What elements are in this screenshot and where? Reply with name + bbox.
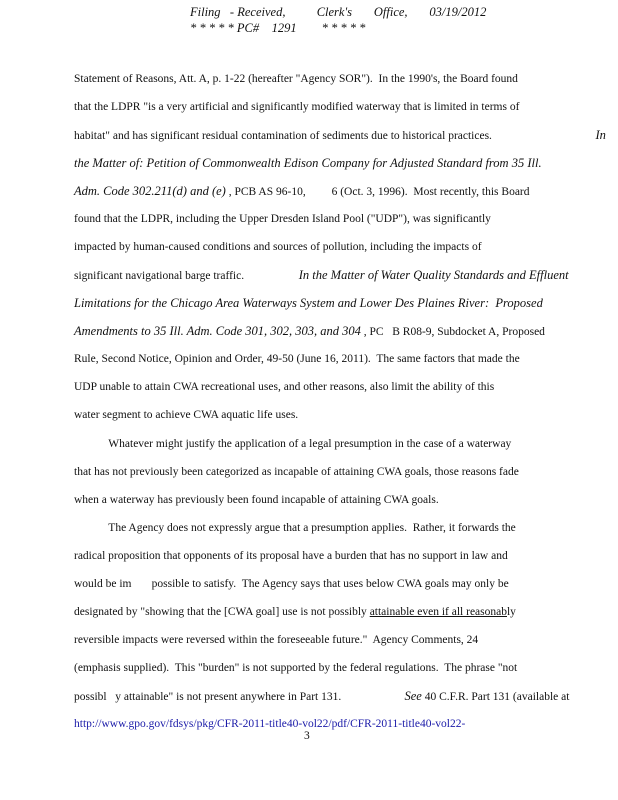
body-line: [74, 71, 518, 87]
body-line: [74, 548, 508, 564]
text-run: would be im possible to satisfy. The Agency says that uses below CWA goals may only be: [74, 578, 509, 590]
text-run: impacted by human-caused conditions and sources of pollution, including the impacts of: [74, 241, 482, 253]
text-run: UDP unable to attain CWA recreational uses, and other reasons, also limit the ability of this: [74, 381, 495, 393]
body-line: [74, 407, 298, 423]
text-run: ly: [506, 606, 516, 618]
text-run: that has not previously been categorized as incapable of attaining CWA goals, those reasons fade: [74, 466, 519, 478]
body-line: [74, 323, 545, 340]
text-run: (emphasis supplied). This "burden" is not supported by the federal regulations. The phrase "not: [74, 662, 518, 674]
text-run: The Agency does not expressly argue that a presumption applies. Rather, it forwards the: [74, 522, 516, 534]
text-run: 40 C.F.R. Part 131 (available at: [421, 691, 570, 703]
text-run: possibl y attainable" is not present anywhere in Part 131.: [74, 691, 342, 703]
body-line: [74, 660, 517, 676]
body-line: [74, 155, 542, 172]
text-run: , PCB AS 96-10, 6 (Oct. 3, 1996). Most recently, this Board: [225, 186, 530, 198]
italic-citation: See: [404, 689, 422, 703]
cfr-url-link[interactable]: http://www.gpo.gov/fdsys/pkg/CFR-2011-title40-vol22/pdf/CFR-2011-title40-vol22-: [74, 718, 466, 730]
body-line: [74, 379, 494, 395]
body-line: [74, 99, 519, 115]
underlined-text: attainable even if all reasonab: [369, 606, 507, 618]
filing-stamp-line-2: * * * * * PC# 1291 * * * * *: [190, 21, 366, 35]
body-line: [74, 604, 516, 620]
text-run: , PC B R08-9, Subdocket A, Proposed: [360, 326, 545, 338]
italic-citation: Adm. Code 302.211(d) and (e): [74, 184, 226, 198]
text-run: Rule, Second Notice, Opinion and Order, 49-50 (June 16, 2011). The same factors that made the: [74, 353, 520, 365]
text-run: designated by "showing that the [CWA goal] use is not possibly: [74, 606, 370, 618]
text-run: radical proposition that opponents of its proposal have a burden that has no support in law and: [74, 550, 508, 562]
text-run: habitat" and has significant residual contamination of sediments due to historical practices.: [74, 130, 492, 142]
body-line: [74, 632, 478, 648]
body-line: [74, 716, 465, 732]
italic-citation: the Matter of: Petition of Commonwealth Edison Company for Adjusted Standard from 35 Ill.: [74, 156, 542, 170]
body-line: [74, 127, 606, 144]
text-run: when a waterway has previously been found incapable of attaining CWA goals.: [74, 494, 439, 506]
body-line: [74, 267, 569, 284]
body-line: [74, 351, 520, 367]
body-line: [74, 295, 543, 312]
text-run: significant navigational barge traffic.: [74, 270, 245, 282]
body-line: [74, 183, 530, 200]
italic-citation: Limitations for the Chicago Area Waterways System and Lower Des Plaines River: Proposed: [74, 296, 543, 310]
body-line: [74, 576, 509, 592]
body-line: [74, 464, 519, 480]
text-run: Statement of Reasons, Att. A, p. 1-22 (hereafter "Agency SOR"). In the 1990's, the Board found: [74, 73, 518, 85]
text-run: found that the LDPR, including the Upper Dresden Island Pool ("UDP"), was significantly: [74, 213, 491, 225]
body-line: [74, 211, 491, 227]
body-line: [74, 520, 516, 536]
body-line: [74, 239, 482, 255]
text-run: reversible impacts were reversed within the foreseeable future." Agency Comments, 24: [74, 634, 479, 646]
italic-citation: In: [595, 128, 606, 142]
italic-citation: In the Matter of Water Quality Standards and Effluent: [298, 268, 569, 282]
filing-stamp-line-1: Filing - Received, Clerk's Office, 03/19/2012: [190, 5, 487, 19]
page-number: 3: [304, 730, 310, 742]
body-line: [74, 436, 511, 452]
body-line: [74, 492, 439, 508]
italic-citation: Amendments to 35 Ill. Adm. Code 301, 302, 303, and 304: [74, 324, 361, 338]
body-line: [74, 688, 569, 705]
text-run: that the LDPR "is a very artificial and significantly modified waterway that is limited in terms of: [74, 101, 520, 113]
text-run: Whatever might justify the application of a legal presumption in the case of a waterway: [74, 438, 512, 450]
text-run: water segment to achieve CWA aquatic life uses.: [74, 409, 299, 421]
